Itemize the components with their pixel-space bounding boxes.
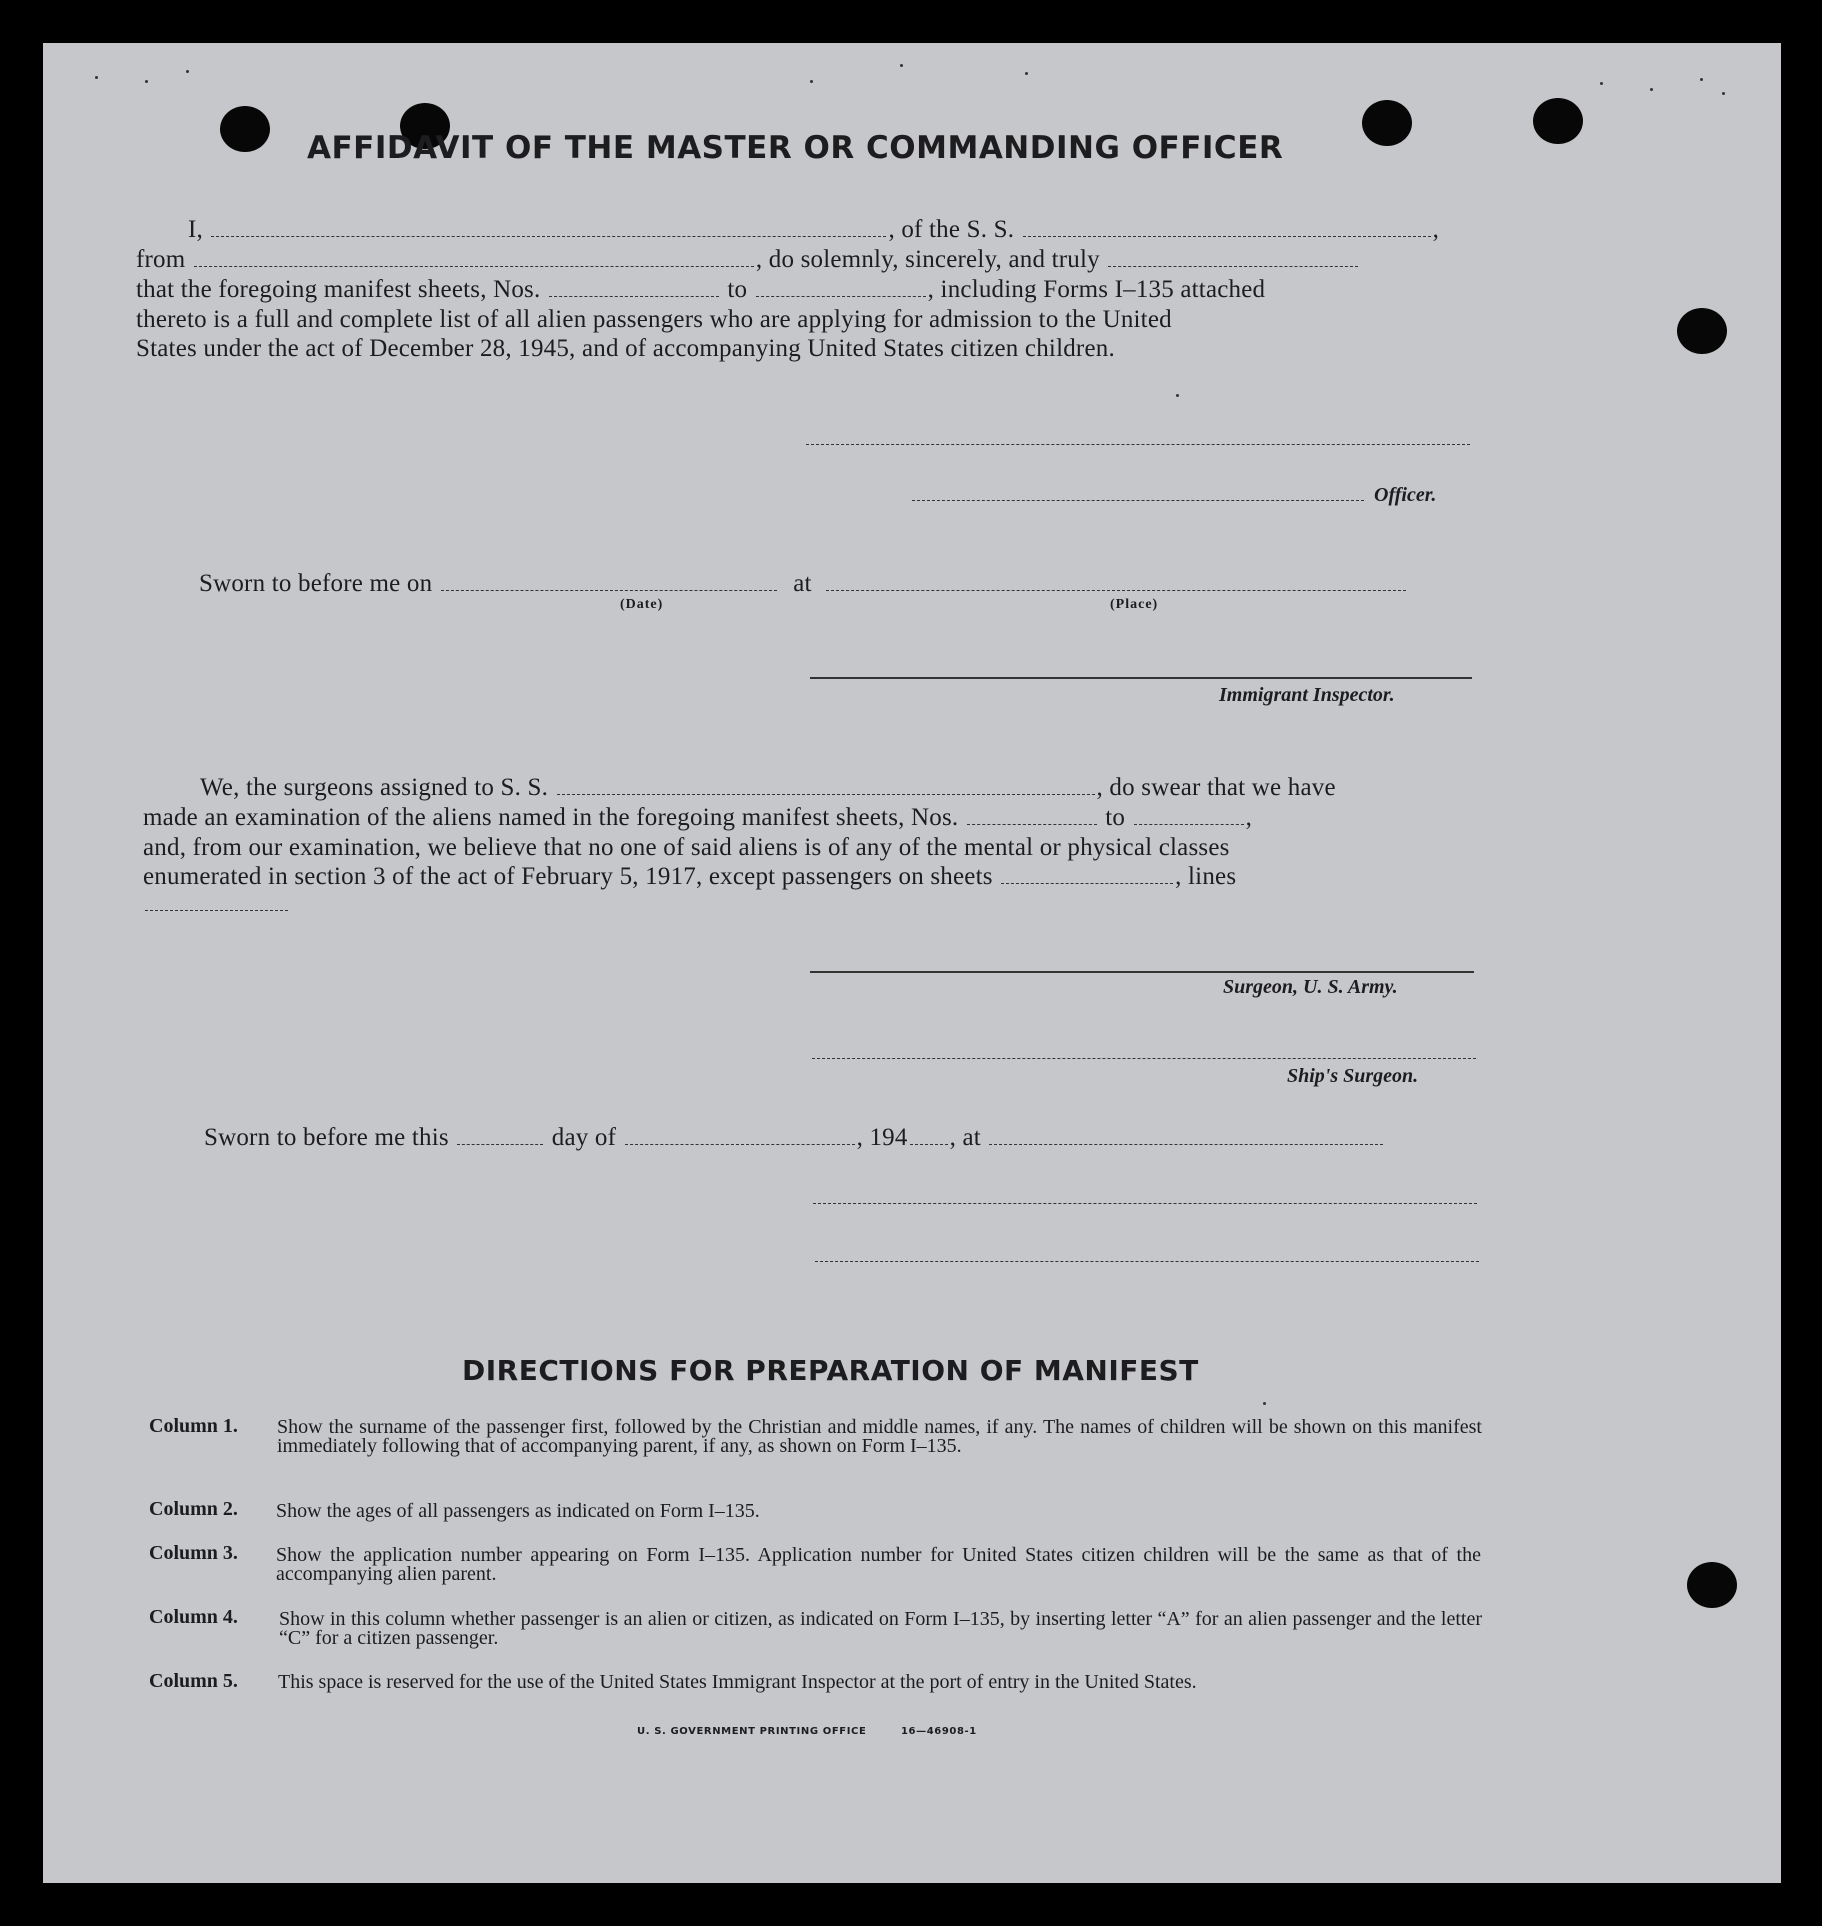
- sworn-text: , 194: [856, 1124, 908, 1151]
- ship-surgeon-label: Ship's Surgeon.: [1287, 1065, 1419, 1087]
- sworn-text: at: [793, 570, 812, 597]
- surgeons-text: We, the surgeons assigned to S. S.: [200, 774, 549, 801]
- sworn-text: Sworn to before me this: [204, 1124, 449, 1151]
- officer-label: Officer.: [1374, 484, 1437, 506]
- sworn-text: day of: [551, 1124, 617, 1151]
- affidavit-text: ,: [1432, 216, 1440, 243]
- speck: [1600, 82, 1603, 85]
- column-2-text: Show the ages of all passengers as indicated on Form I–135.: [276, 1500, 760, 1522]
- sworn-text: , at: [949, 1124, 981, 1151]
- directions-title: DIRECTIONS FOR PREPARATION OF MANIFEST: [462, 1354, 1199, 1387]
- column-1-label: Column 1.: [149, 1415, 238, 1437]
- surgeons-line-1: [200, 774, 1336, 802]
- affidavit-title: AFFIDAVIT OF THE MASTER OR COMMANDING OFFICER: [307, 130, 1284, 166]
- affidavit-text: I,: [188, 216, 203, 243]
- speck: [95, 76, 98, 79]
- ship-name-field[interactable]: [1023, 219, 1431, 238]
- punch-hole: [220, 106, 270, 152]
- speck: [1722, 92, 1725, 95]
- signature-line[interactable]: [813, 1203, 1477, 1204]
- column-5-label: Column 5.: [149, 1670, 238, 1692]
- column-4-label: Column 4.: [149, 1606, 238, 1628]
- surgeons-line-3: and, from our examination, we believe that no one of said aliens is of any of the mental or physical classes: [143, 834, 1230, 861]
- surgeons-line-4: [143, 863, 1236, 891]
- date-caption: (Date): [620, 597, 664, 612]
- surgeons-text: to: [1105, 804, 1126, 831]
- sheets-from-field[interactable]: [549, 279, 719, 298]
- except-sheets-field[interactable]: [1001, 866, 1173, 885]
- surgeons-text: enumerated in section 3 of the act of February 5, 1917, except passengers on sheets: [143, 863, 993, 890]
- speck: [1263, 1402, 1266, 1405]
- surgeons-text: ,: [1245, 804, 1253, 831]
- sworn-line-2: [204, 1124, 1385, 1152]
- surgeon-ship-field[interactable]: [557, 777, 1095, 796]
- signature-line[interactable]: [815, 1261, 1479, 1262]
- form-code: 16—46908-1: [901, 1726, 977, 1737]
- punch-hole: [1362, 100, 1412, 146]
- sworn-place-field[interactable]: [826, 573, 1406, 592]
- printer-imprint: U. S. GOVERNMENT PRINTING OFFICE: [637, 1726, 867, 1737]
- speck: [186, 70, 189, 73]
- affidavit-text: , of the S. S.: [888, 216, 1015, 243]
- officer-title-line[interactable]: [912, 500, 1364, 501]
- affidavit-text: from: [136, 246, 186, 273]
- affidavit-text: that the foregoing manifest sheets, Nos.: [136, 276, 541, 303]
- ship-surgeon-signature-line[interactable]: [812, 1058, 1476, 1059]
- speck: [900, 64, 903, 67]
- affidavit-text: , including Forms I–135 attached: [927, 276, 1266, 303]
- sworn-text: Sworn to before me on: [199, 570, 433, 597]
- sheets-to-field[interactable]: [756, 279, 926, 298]
- speck: [1025, 72, 1028, 75]
- sworn-day-field[interactable]: [457, 1127, 543, 1146]
- sworn-year-field[interactable]: [910, 1127, 948, 1146]
- speck: [1650, 88, 1653, 91]
- army-surgeon-signature-line[interactable]: [810, 971, 1474, 973]
- sworn-month-field[interactable]: [625, 1127, 855, 1146]
- affidavit-text: to: [727, 276, 748, 303]
- affidavit-line-4: thereto is a full and complete list of all alien passengers who are applying for admission to the United: [136, 306, 1172, 333]
- punch-hole: [1687, 1562, 1737, 1608]
- affidavit-text: , do solemnly, sincerely, and truly: [755, 246, 1100, 273]
- master-name-field[interactable]: [211, 219, 886, 238]
- punch-hole: [1533, 98, 1583, 144]
- surgeons-text: made an examination of the aliens named in the foregoing manifest sheets, Nos.: [143, 804, 959, 831]
- column-2-label: Column 2.: [149, 1498, 238, 1520]
- oath-field[interactable]: [1108, 249, 1358, 268]
- column-3-label: Column 3.: [149, 1542, 238, 1564]
- sworn-line-1: [199, 570, 1408, 598]
- affidavit-line-2: [136, 246, 1360, 274]
- army-surgeon-label: Surgeon, U. S. Army.: [1223, 976, 1398, 998]
- surgeons-text: , do swear that we have: [1096, 774, 1336, 801]
- speck: [1176, 394, 1179, 397]
- column-3-text: Show the application number appearing on Form I–135. Application number for United States citizen children will be the same as that of the accompanying alien parent.: [276, 1544, 1481, 1585]
- punch-hole: [1677, 308, 1727, 354]
- column-5-text: This space is reserved for the use of the United States Immigrant Inspector at the port of entry in the United States.: [278, 1671, 1197, 1693]
- column-4-text: Show in this column whether passenger is an alien or citizen, as indicated on Form I–135, by inserting letter “A” for an alien passenger and the letter “C” for a citizen passenger.: [279, 1608, 1482, 1649]
- column-1-text: Show the surname of the passenger first, followed by the Christian and middle names, if any. The names of children will be shown on this manifest immediately following that of accompanying parent, if any, as shown on Form I–135.: [277, 1416, 1482, 1457]
- place-caption: (Place): [1110, 597, 1159, 612]
- exam-sheets-to-field[interactable]: [1134, 807, 1244, 826]
- speck: [810, 80, 813, 83]
- affidavit-line-5: States under the act of December 28, 1945, and of accompanying United States citizen children.: [136, 335, 1115, 362]
- from-port-field[interactable]: [194, 249, 754, 268]
- sworn2-place-field[interactable]: [989, 1127, 1383, 1146]
- inspector-signature-line[interactable]: [810, 677, 1472, 679]
- surgeons-text: , lines: [1175, 863, 1237, 890]
- exam-sheets-from-field[interactable]: [967, 807, 1097, 826]
- surgeons-line-2: [143, 804, 1252, 832]
- speck: [145, 80, 148, 83]
- affidavit-line-1: [188, 216, 1439, 244]
- sworn-date-field[interactable]: [441, 573, 777, 592]
- signature-line[interactable]: [806, 444, 1470, 445]
- speck: [1700, 78, 1703, 81]
- except-lines-field[interactable]: [145, 910, 288, 911]
- inspector-label: Immigrant Inspector.: [1219, 684, 1395, 706]
- affidavit-line-3: [136, 276, 1265, 304]
